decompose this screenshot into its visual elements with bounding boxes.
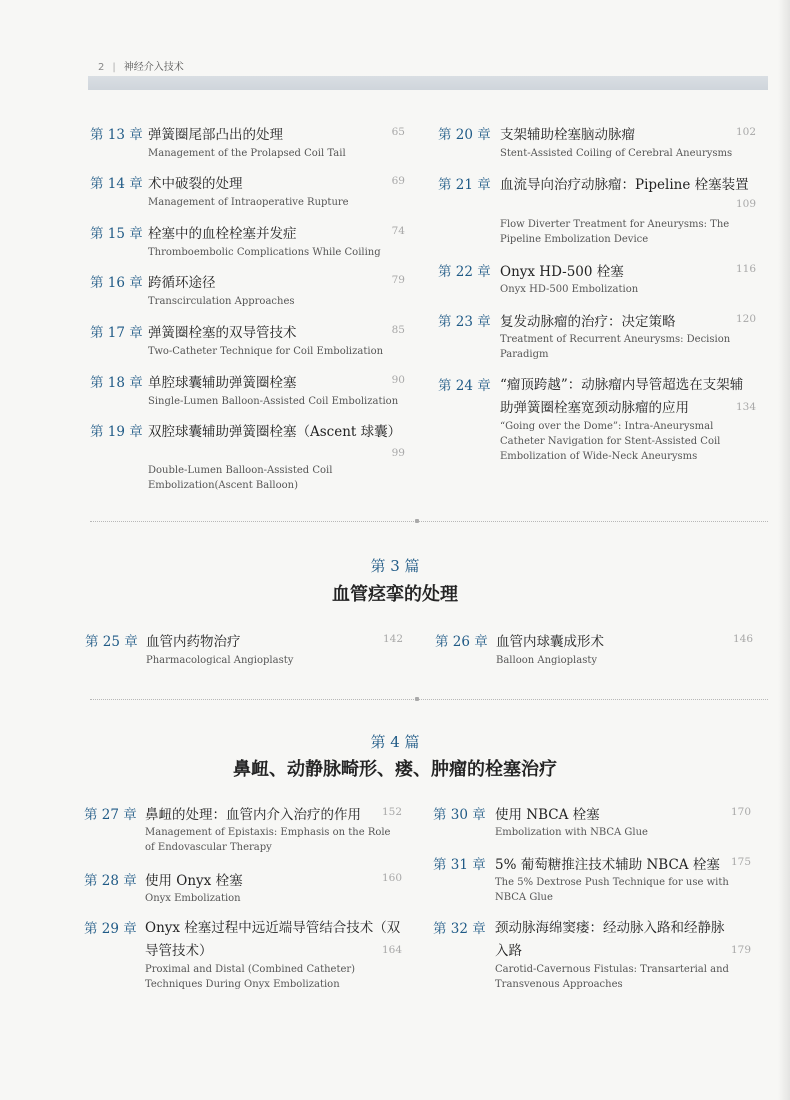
chapter-title-zh: 使用 Onyx 栓塞	[145, 873, 243, 889]
chapter-number: 第 19 章	[90, 424, 143, 440]
chapter-title-en: Single-Lumen Balloon-Assisted Coil Embolization	[148, 396, 399, 407]
chapter-page: 134	[735, 401, 756, 413]
toc-entry[interactable]	[438, 374, 756, 469]
chapter-title-zh: 复发动脉瘤的治疗：决定策略	[500, 314, 676, 330]
toc-entry[interactable]	[433, 853, 751, 911]
chapter-number: 第 32 章	[433, 921, 486, 937]
chapter-title-en: “Going over the Dome”: Intra-Aneurysmal Catheter Navigation for Stent-Assisted Coil Embolization of Wide-Neck Aneurysms	[500, 421, 721, 462]
chapter-title-en: Double-Lumen Balloon-Assisted Coil Embolization(Ascent Balloon)	[148, 465, 333, 491]
chapter-title-zh: 使用 NBCA 栓塞	[495, 807, 600, 823]
book-title: 神经介入技术	[123, 62, 184, 73]
chapter-title-zh: 血管内药物治疗	[146, 634, 241, 650]
chapter-title-zh: Onyx 栓塞过程中远近端导管结合技术（双导管技术）	[145, 920, 401, 959]
chapter-page: 146	[732, 633, 753, 645]
chapter-number: 第 24 章	[438, 378, 491, 394]
chapter-title-zh: 栓塞中的血栓栓塞并发症	[148, 226, 297, 242]
chapter-title-en: Stent-Assisted Coiling of Cerebral Aneurysms	[500, 148, 733, 159]
chapter-title-en: Management of the Prolapsed Coil Tail	[148, 148, 346, 159]
chapter-page: 164	[381, 944, 402, 956]
chapter-page: 142	[382, 633, 403, 645]
header-bar	[88, 76, 768, 90]
chapter-number: 第 31 章	[433, 857, 486, 873]
chapter-number: 第 16 章	[90, 275, 143, 291]
toc-entry[interactable]	[84, 917, 402, 997]
chapter-title-en: Two-Catheter Technique for Coil Embolization	[148, 346, 384, 357]
chapter-title-zh: 弹簧圈栓塞的双导管技术	[148, 325, 297, 341]
chapter-number: 第 21 章	[438, 177, 491, 193]
chapter-number: 第 25 章	[85, 634, 138, 650]
chapter-title-en: Transcirculation Approaches	[148, 296, 295, 307]
chapter-number: 第 28 章	[84, 873, 137, 889]
section-divider	[90, 521, 768, 522]
chapter-page: 120	[735, 313, 756, 325]
part-number: 第 4 篇	[370, 733, 420, 751]
part-title: 鼻衄、动静脉畸形、瘘、肿瘤的栓塞治疗	[233, 759, 557, 780]
chapter-number: 第 15 章	[90, 226, 143, 242]
toc-entry[interactable]	[90, 222, 405, 267]
toc-entry[interactable]	[90, 371, 405, 416]
chapter-title-zh: 支架辅助栓塞脑动脉瘤	[500, 127, 635, 143]
toc-entry[interactable]	[438, 310, 756, 368]
toc-entry[interactable]	[438, 260, 756, 305]
chapter-number: 第 23 章	[438, 314, 491, 330]
chapter-title-en: Carotid-Cavernous Fistulas: Transarterial and Transvenous Approaches	[495, 964, 729, 990]
chapter-title-zh: 鼻衄的处理：血管内介入治疗的作用	[145, 807, 361, 823]
chapter-title-zh: 弹簧圈尾部凸出的处理	[148, 127, 283, 143]
chapter-number: 第 14 章	[90, 176, 143, 192]
chapter-page: 79	[391, 274, 405, 286]
toc-entry[interactable]	[85, 630, 403, 675]
chapter-page: 160	[381, 872, 402, 884]
chapter-number: 第 13 章	[90, 127, 143, 143]
toc-entry[interactable]	[433, 803, 751, 848]
chapter-title-en: Thromboembolic Complications While Coiling	[148, 247, 381, 258]
running-head	[98, 58, 184, 73]
chapter-number: 第 22 章	[438, 264, 491, 280]
chapter-number: 第 18 章	[90, 375, 143, 391]
chapter-number: 第 17 章	[90, 325, 143, 341]
page-edge-shadow	[778, 0, 790, 1100]
chapter-number: 第 26 章	[435, 634, 488, 650]
chapter-title-zh: 血管内球囊成形术	[496, 634, 604, 650]
header-separator: |	[112, 62, 116, 73]
chapter-title-en: Onyx HD-500 Embolization	[500, 284, 639, 295]
page-number: 2	[98, 62, 105, 73]
chapter-title-zh: 血流导向治疗动脉瘤：Pipeline 栓塞装置	[500, 177, 749, 193]
chapter-page: 179	[730, 944, 751, 956]
toc-entry[interactable]	[90, 271, 405, 316]
toc-entry[interactable]	[433, 917, 751, 997]
chapter-title-en: Management of Intraoperative Rupture	[148, 197, 349, 208]
chapter-title-zh: 单腔球囊辅助弹簧圈栓塞	[148, 375, 297, 391]
chapter-page: 102	[735, 126, 756, 138]
chapter-title-zh: 双腔球囊辅助弹簧圈栓塞（Ascent 球囊）	[148, 424, 402, 440]
chapter-page: 99	[391, 447, 405, 459]
toc-entry[interactable]	[438, 123, 756, 168]
chapter-page: 152	[381, 806, 402, 818]
chapter-number: 第 27 章	[84, 807, 137, 823]
chapter-title-en: Proximal and Distal (Combined Catheter) Techniques During Onyx Embolization	[145, 964, 356, 990]
section-divider	[90, 699, 768, 700]
chapter-number: 第 20 章	[438, 127, 491, 143]
chapter-title-zh: 跨循环途径	[148, 275, 216, 291]
chapter-page: 65	[391, 126, 405, 138]
chapter-title-zh: “瘤顶跨越”：动脉瘤内导管超选在支架辅助弹簧圈栓塞宽颈动脉瘤的应用	[500, 377, 744, 416]
toc-entry[interactable]	[84, 869, 402, 914]
chapter-page: 74	[391, 225, 405, 237]
chapter-title-en: The 5% Dextrose Push Technique for use with NBCA Glue	[495, 877, 729, 903]
chapter-title-zh: 颈动脉海绵窦瘘：经动脉入路和经静脉入路	[495, 920, 725, 959]
chapter-page: 116	[735, 263, 756, 275]
chapter-page: 109	[735, 198, 756, 210]
chapter-title-en: Pharmacological Angioplasty	[146, 655, 294, 666]
chapter-title-en: Embolization with NBCA Glue	[495, 827, 648, 838]
chapter-title-en: Balloon Angioplasty	[496, 655, 598, 666]
chapter-title-zh: 5% 葡萄糖推注技术辅助 NBCA 栓塞	[495, 857, 720, 873]
divider-ornament	[415, 519, 419, 523]
chapter-number: 第 30 章	[433, 807, 486, 823]
chapter-title-en: Flow Diverter Treatment for Aneurysms: The Pipeline Embolization Device	[500, 219, 730, 245]
chapter-title-zh: Onyx HD-500 栓塞	[500, 264, 624, 280]
toc-entry[interactable]	[84, 803, 402, 861]
part-title: 血管痉挛的处理	[332, 584, 458, 605]
chapter-page: 90	[391, 374, 405, 386]
toc-entry[interactable]	[438, 173, 756, 248]
chapter-title-en: Management of Epistaxis: Emphasis on the Role of Endovascular Therapy	[145, 827, 391, 853]
toc-entry[interactable]	[90, 123, 405, 168]
chapter-title-en: Onyx Embolization	[145, 893, 241, 904]
chapter-number: 第 29 章	[84, 921, 137, 937]
chapter-page: 69	[391, 175, 405, 187]
chapter-page: 170	[730, 806, 751, 818]
toc-entry[interactable]	[90, 420, 405, 495]
toc-entry[interactable]	[90, 172, 405, 217]
chapter-title-zh: 术中破裂的处理	[148, 176, 243, 192]
part-number: 第 3 篇	[370, 557, 420, 575]
toc-entry[interactable]	[90, 321, 405, 366]
divider-ornament	[415, 697, 419, 701]
chapter-title-en: Treatment of Recurrent Aneurysms: Decision Paradigm	[500, 334, 731, 360]
chapter-page: 85	[391, 324, 405, 336]
chapter-page: 175	[730, 856, 751, 868]
toc-entry[interactable]	[435, 630, 753, 675]
